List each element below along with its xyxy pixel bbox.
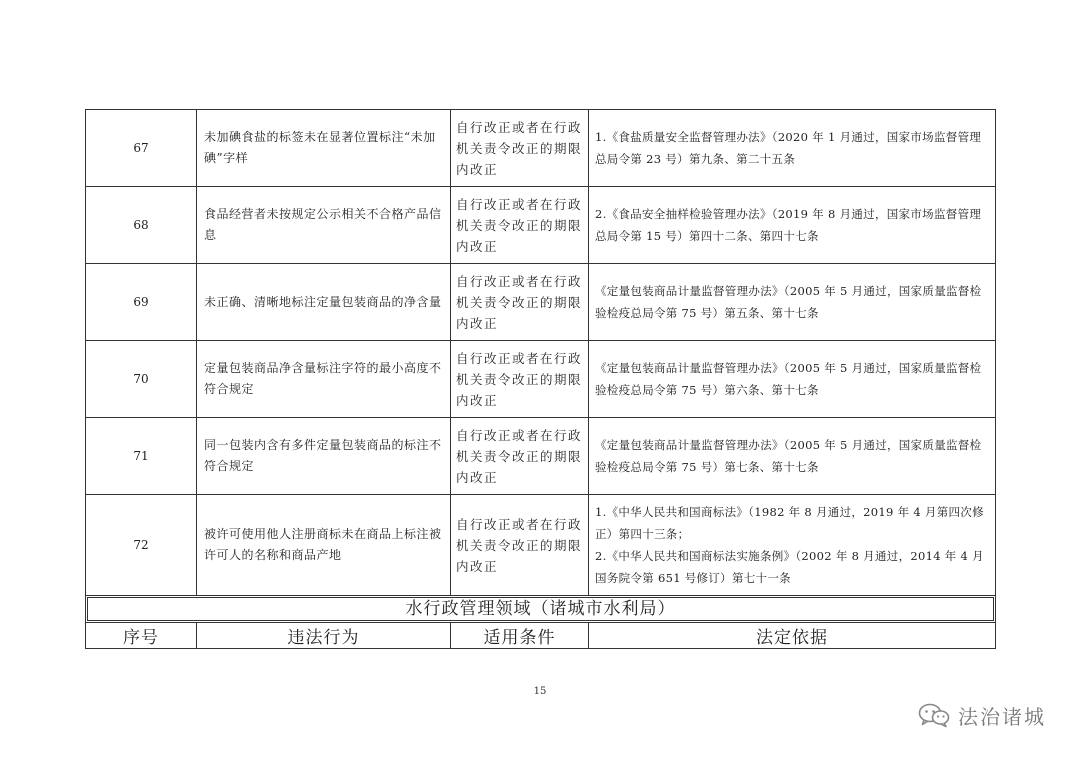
wechat-icon [918, 702, 950, 728]
legal-basis-line: 1.《食盐质量安全监督管理办法》（2020 年 1 月通过，国家市场监督管理总局令第 23 号）第九条、第二十五条 [595, 130, 982, 166]
applicable-condition: 自行改正或者在行政机关责令改正的期限内改正 [451, 264, 589, 341]
header-condition: 适用条件 [451, 623, 589, 649]
legal-basis [589, 418, 996, 495]
table-row [86, 341, 996, 418]
table-row [86, 495, 996, 596]
legal-basis [589, 341, 996, 418]
applicable-condition: 自行改正或者在行政机关责令改正的期限内改正 [451, 110, 589, 187]
violation-behavior: 未加碘食盐的标签未在显著位置标注“未加碘”字样 [197, 110, 451, 187]
legal-basis-line: 《定量包装商品计量监督管理办法》（2005 年 5 月通过，国家质量监督检验检疫总局令第 75 号）第五条、第十七条 [595, 284, 982, 320]
violation-behavior: 食品经营者未按规定公示相关不合格产品信息 [197, 187, 451, 264]
table-row [86, 264, 996, 341]
violation-behavior: 被许可使用他人注册商标未在商品上标注被许可人的名称和商品产地 [197, 495, 451, 596]
applicable-condition: 自行改正或者在行政机关责令改正的期限内改正 [451, 495, 589, 596]
row-number: 68 [86, 187, 197, 264]
legal-basis-line: 2.《中华人民共和国商标法实施条例》（2002 年 8 月通过，2014 年 4 月国务院令第 651 号修订）第七十一条 [595, 549, 984, 585]
applicable-condition: 自行改正或者在行政机关责令改正的期限内改正 [451, 341, 589, 418]
section-title: 水行政管理领域（诸城市水利局） [87, 597, 994, 621]
legal-basis [589, 264, 996, 341]
row-number: 72 [86, 495, 197, 596]
watermark [918, 700, 1046, 730]
row-number: 69 [86, 264, 197, 341]
row-number: 67 [86, 110, 197, 187]
header-behavior: 违法行为 [197, 623, 451, 649]
row-number: 70 [86, 341, 197, 418]
legal-basis [589, 187, 996, 264]
legal-basis-line: 《定量包装商品计量监督管理办法》（2005 年 5 月通过，国家质量监督检验检疫总局令第 75 号）第七条、第十七条 [595, 438, 982, 474]
watermark-text: 法治诸城 [958, 704, 1046, 729]
header-number: 序号 [86, 623, 197, 649]
header-basis: 法定依据 [589, 623, 996, 649]
violation-behavior: 未正确、清晰地标注定量包装商品的净含量 [197, 264, 451, 341]
legal-basis-line: 2.《食品安全抽样检验管理办法》（2019 年 8 月通过，国家市场监督管理总局令第 15 号）第四十二条、第四十七条 [595, 207, 982, 243]
section-title-row [86, 596, 996, 623]
applicable-condition: 自行改正或者在行政机关责令改正的期限内改正 [451, 418, 589, 495]
legal-basis [589, 110, 996, 187]
table-row [86, 187, 996, 264]
legal-basis [589, 495, 996, 596]
document-table [85, 109, 996, 649]
applicable-condition: 自行改正或者在行政机关责令改正的期限内改正 [451, 187, 589, 264]
page-number: 15 [533, 686, 547, 697]
legal-basis-line: 《定量包装商品计量监督管理办法》（2005 年 5 月通过，国家质量监督检验检疫总局令第 75 号）第六条、第十七条 [595, 361, 982, 397]
table-row [86, 418, 996, 495]
violation-behavior: 定量包装商品净含量标注字符的最小高度不符合规定 [197, 341, 451, 418]
table-row [86, 110, 996, 187]
table-header-row [86, 623, 996, 649]
legal-basis-line: 1.《中华人民共和国商标法》（1982 年 8 月通过，2019 年 4 月第四次修正）第四十三条； [595, 505, 984, 541]
violation-behavior: 同一包装内含有多件定量包装商品的标注不符合规定 [197, 418, 451, 495]
row-number: 71 [86, 418, 197, 495]
